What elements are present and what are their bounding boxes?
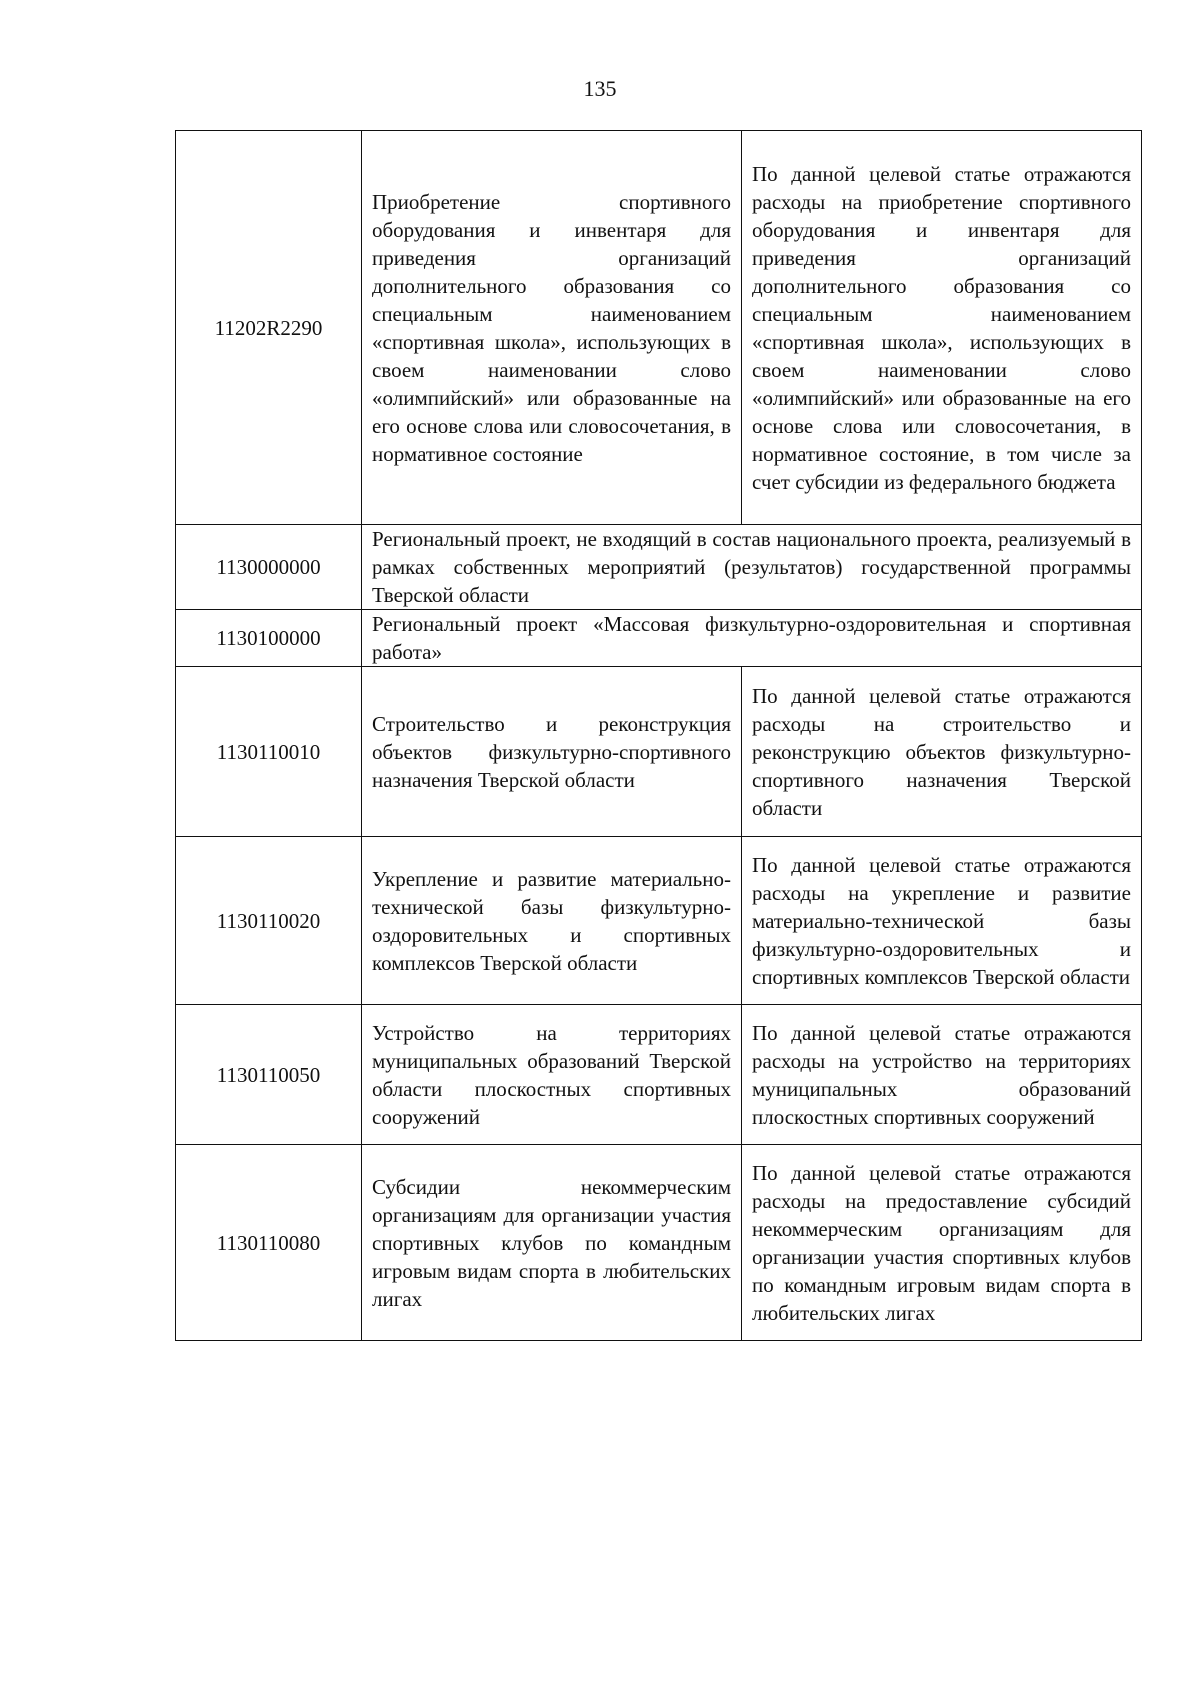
article-name: Строительство и реконструкция объектов физкультурно-спортивного назначения Тверской области xyxy=(362,667,742,837)
article-code: 1130110050 xyxy=(176,1005,362,1145)
target-articles-table xyxy=(175,130,1142,1341)
article-name: Укрепление и развитие материально-технической базы физкультурно-оздоровительных и спортивных комплексов Тверской области xyxy=(362,837,742,1005)
article-description: По данной целевой статье отражаются расходы на укрепление и развитие материально-технической базы физкультурно-оздоровительных и спортивных комплексов Тверской области xyxy=(742,837,1142,1005)
article-name: Устройство на территориях муниципальных образований Тверской области плоскостных спортивных сооружений xyxy=(362,1005,742,1145)
article-code: 1130110010 xyxy=(176,667,362,837)
page-number: 135 xyxy=(583,76,617,101)
table-row xyxy=(176,837,1142,1005)
table-row xyxy=(176,525,1142,610)
table-row xyxy=(176,1005,1142,1145)
article-description: По данной целевой статье отражаются расходы на приобретение спортивного оборудования и инвентаря для приведения организаций дополнительного образования со специальным наименованием «спортивная школа», использующих в своем наименовании слово «олимпийский» или образованные на его основе слова или словосочетания, в нормативное состояние, в том числе за счет субсидии из федерального бюджета xyxy=(742,131,1142,525)
article-description: По данной целевой статье отражаются расходы на строительство и реконструкцию объектов физкультурно-спортивного назначения Тверской области xyxy=(742,667,1142,837)
article-code: 1130110080 xyxy=(176,1145,362,1341)
table-row xyxy=(176,131,1142,525)
project-title: Региональный проект «Массовая физкультурно-оздоровительная и спортивная работа» xyxy=(362,610,1142,667)
article-code: 1130100000 xyxy=(176,610,362,667)
article-name: Приобретение спортивного оборудования и инвентаря для приведения организаций дополнительного образования со специальным наименованием «спортивная школа», использующих в своем наименовании слово «олимпийский» или образованные на его основе слова или словосочетания, в нормативное состояние xyxy=(362,131,742,525)
article-code: 11202R2290 xyxy=(176,131,362,525)
article-description: По данной целевой статье отражаются расходы на предоставление субсидий некоммерческим организациям для организации участия спортивных клубов по командным игровым видам спорта в любительских лигах xyxy=(742,1145,1142,1341)
table-row xyxy=(176,667,1142,837)
article-description: По данной целевой статье отражаются расходы на устройство на территориях муниципальных образований плоскостных спортивных сооружений xyxy=(742,1005,1142,1145)
article-code: 1130110020 xyxy=(176,837,362,1005)
article-name: Субсидии некоммерческим организациям для организации участия спортивных клубов по командным игровым видам спорта в любительских лигах xyxy=(362,1145,742,1341)
table-row xyxy=(176,1145,1142,1341)
project-title: Региональный проект, не входящий в состав национального проекта, реализуемый в рамках собственных мероприятий (результатов) государственной программы Тверской области xyxy=(362,525,1142,610)
table-row xyxy=(176,610,1142,667)
article-code: 1130000000 xyxy=(176,525,362,610)
